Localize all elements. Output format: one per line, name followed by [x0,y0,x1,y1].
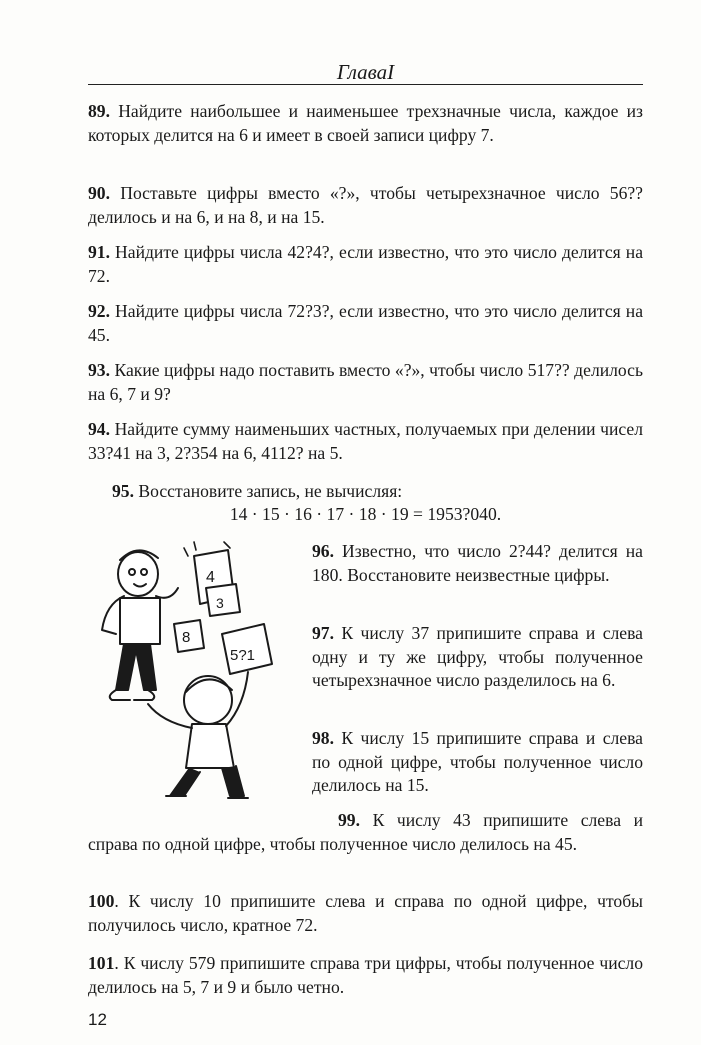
problem-number: 99. [338,810,360,830]
boys-with-number-cards-illustration [96,538,306,813]
problem-97 [312,622,643,693]
problem-93 [88,359,643,406]
svg-text:5?1: 5?1 [230,647,256,664]
problem-number: 96. [312,541,334,561]
svg-text:4: 4 [206,569,215,586]
problem-text: Известно, что число 2?44? делится на 180. Восстановите неизвестные цифры. [312,541,643,585]
problem-text: Найдите цифры числа 42?4?, если известно, что это число делится на 72. [88,242,643,286]
number-card-b [206,584,240,616]
chapter-header [88,58,643,85]
problem-text: К числу 15 припишите справа и слева по одной цифре, чтобы полученное число делилось на 15. [312,728,643,795]
problem-number: 92. [88,301,110,321]
svg-text:3: 3 [216,595,224,611]
problem-89 [88,100,643,147]
boy-one-drawing [102,550,178,700]
problem-number: 94. [88,419,110,439]
problem-number: 100 [88,891,115,911]
problem-101 [88,952,643,999]
problem-text: Найдите наибольшее и наименьшее трехзначные числа, каждое из которых делится на 6 и имеет в своей записи цифру 7. [88,101,643,145]
problem-text: . К числу 579 припишите справа три цифры, чтобы полученное число делилось на 5, 7 и 9 и было четно. [88,953,643,997]
problem-91 [88,241,643,288]
problem-text: . К числу 10 припишите слева и справа по одной цифре, чтобы получилось число, кратное 72. [88,891,643,935]
problem-94 [88,418,643,465]
problem-number: 91. [88,242,110,262]
page-number: 12 [88,1010,107,1029]
formula: 14 · 15 · 16 · 17 · 18 · 19 = 1953?040. [229,504,502,524]
problem-number: 89. [88,101,110,121]
boy-two-drawing [148,672,248,798]
problem-text: Какие цифры надо поставить вместо «?», чтобы число 517?? делилось на 6, 7 и 9? [88,360,643,404]
problem-text: Восстановите запись, не вычисляя: [134,481,403,501]
chapter-title: ГлаваI [336,60,395,84]
problem-number: 98. [312,728,334,748]
problem-92 [88,300,643,347]
problem-text: К числу 43 припишите слева и справа по одной цифре, чтобы полученное число делилось на 45. [88,810,643,854]
problem-number: 101 [88,953,115,973]
problem-text: К числу 37 припишите справа и слева одну и ту же цифру, чтобы полученное четырехзначное число разделилось на 6. [312,623,643,690]
problem-99 [88,809,643,856]
problem-text: Найдите сумму наименьших частных, получаемых при делении чисел 33?41 на 3, 2?354 на 6, 4112? на 5. [88,419,643,463]
problem-100 [88,890,643,937]
problem-number: 93. [88,360,110,380]
number-card-d [222,624,272,674]
problem-text: Найдите цифры числа 72?3?, если известно, что это число делится на 45. [88,301,643,345]
problem-98 [312,727,643,798]
problem-number: 97. [312,623,334,643]
problem-text: Поставьте цифры вместо «?», чтобы четырехзначное число 56?? делилось и на 6, и на 8, и на 15. [88,183,643,227]
number-card-c [174,620,204,652]
problem-number: 95. [112,481,134,501]
problem-95 [88,480,643,504]
svg-text:8: 8 [182,629,191,646]
problem-96 [312,540,643,587]
problem-90 [88,182,643,229]
problem-number: 90. [88,183,110,203]
